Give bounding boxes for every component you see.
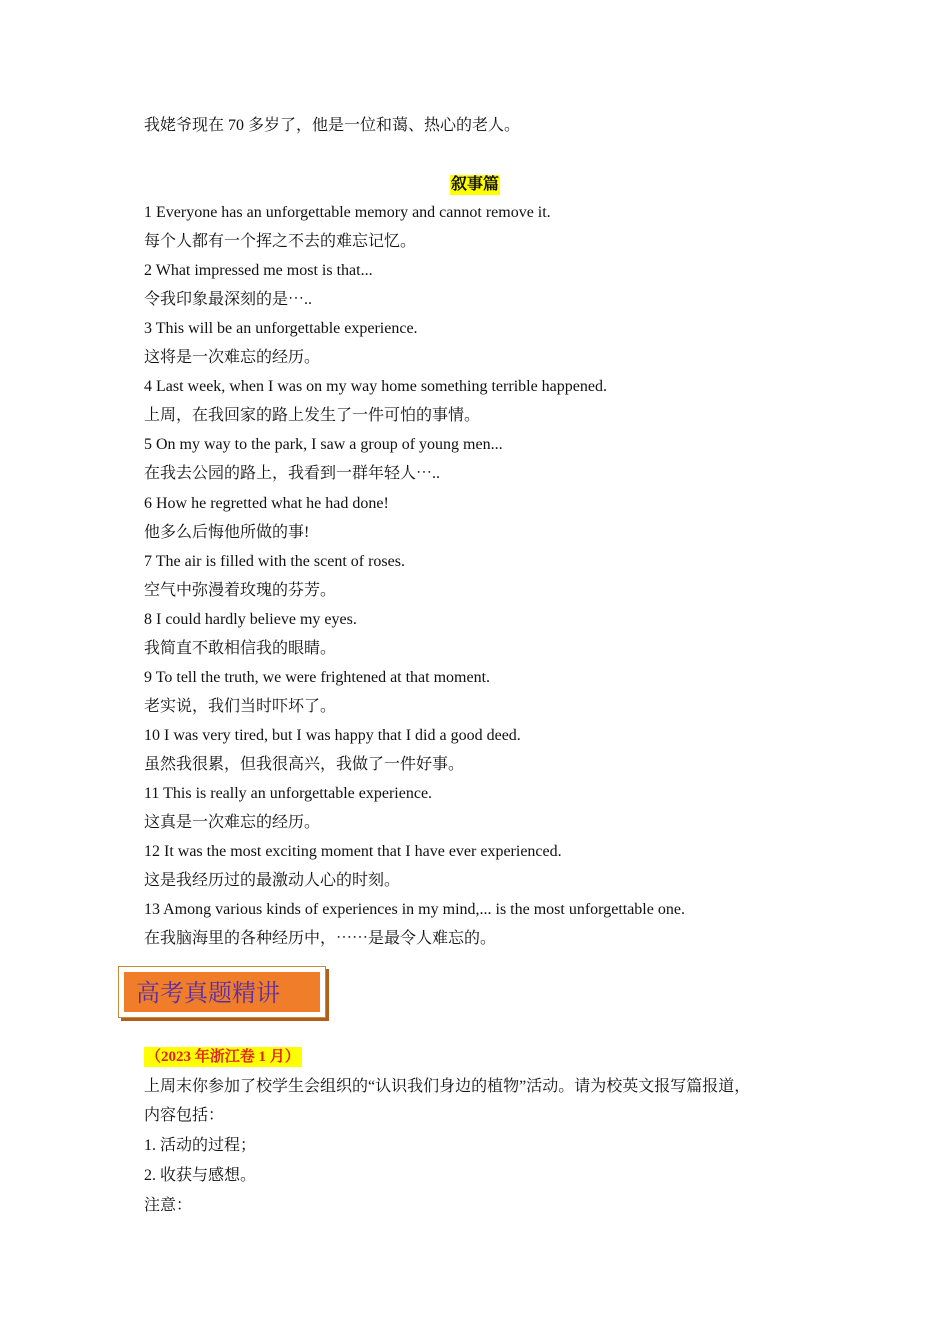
sentence-en: 7 The air is filled with the scent of roses. (144, 553, 405, 570)
section-title: 叙事篇 (451, 176, 500, 193)
sentence-en: 3 This will be an unforgettable experience. (144, 320, 418, 337)
sentence-zh: 空气中弥漫着玫瑰的芬芳。 (144, 582, 337, 599)
sentence-en: 5 On my way to the park, I saw a group of young men... (144, 436, 503, 453)
section-header-fill (124, 972, 320, 1012)
sentence-zh: 他多么后悔他所做的事! (144, 524, 310, 541)
sentence-en: 13 Among various kinds of experiences in my mind,... is the most unforgettable one. (144, 901, 685, 918)
sentence-en: 9 To tell the truth, we were frightened at that moment. (144, 669, 491, 686)
sentence-en: 10 I was very tired, but I was happy that I did a good deed. (144, 727, 521, 744)
sentence-zh: 在我去公园的路上，我看到一群年轻人⋯.. (144, 465, 441, 482)
question-prompt-line-2: 内容包括： (144, 1107, 225, 1124)
sentence-zh: 上周，在我回家的路上发生了一件可怕的事情。 (144, 407, 481, 424)
section-header-label: 高考真题精讲 (136, 979, 280, 1007)
sentence-zh: 令我印象最深刻的是⋯.. (144, 291, 313, 308)
sentence-en: 12 It was the most exciting moment that I have ever experienced. (144, 843, 562, 860)
question-prompt-line-1: 上周末你参加了校学生会组织的“认识我们身边的植物”活动。请为校英文报写篇报道， (144, 1078, 751, 1095)
sentence-zh: 虽然我很累，但我很高兴，我做了一件好事。 (144, 756, 465, 773)
question-item-2: 2. 收获与感想。 (144, 1167, 257, 1184)
sentence-en: 4 Last week, when I was on my way home something terrible happened. (144, 378, 607, 395)
sentence-zh: 这真是一次难忘的经历。 (144, 814, 321, 831)
sentence-en: 1 Everyone has an unforgettable memory and cannot remove it. (144, 204, 551, 221)
exam-year-tag: （2023 年浙江卷 1 月） (146, 1049, 300, 1065)
question-note: 注意： (144, 1197, 193, 1214)
sentence-zh: 这是我经历过的最激动人心的时刻。 (144, 872, 401, 889)
question-item-1: 1. 活动的过程； (144, 1137, 257, 1154)
sentence-zh: 老实说，我们当时吓坏了。 (144, 698, 337, 715)
sentence-zh: 每个人都有一个挥之不去的难忘记忆。 (144, 233, 417, 250)
sentence-en: 2 What impressed me most is that... (144, 262, 373, 279)
sentence-en: 6 How he regretted what he had done! (144, 495, 389, 512)
sentence-zh: 这将是一次难忘的经历。 (144, 349, 321, 366)
sentence-zh: 我简直不敢相信我的眼睛。 (144, 640, 337, 657)
sentence-zh: 在我脑海里的各种经历中，⋯⋯是最令人难忘的。 (144, 930, 497, 947)
intro-line: 我姥爷现在 70 多岁了，他是一位和蔼、热心的老人。 (144, 117, 521, 134)
sentence-en: 8 I could hardly believe my eyes. (144, 611, 357, 628)
section-header-box (118, 966, 326, 1018)
sentence-en: 11 This is really an unforgettable experience. (144, 785, 433, 802)
